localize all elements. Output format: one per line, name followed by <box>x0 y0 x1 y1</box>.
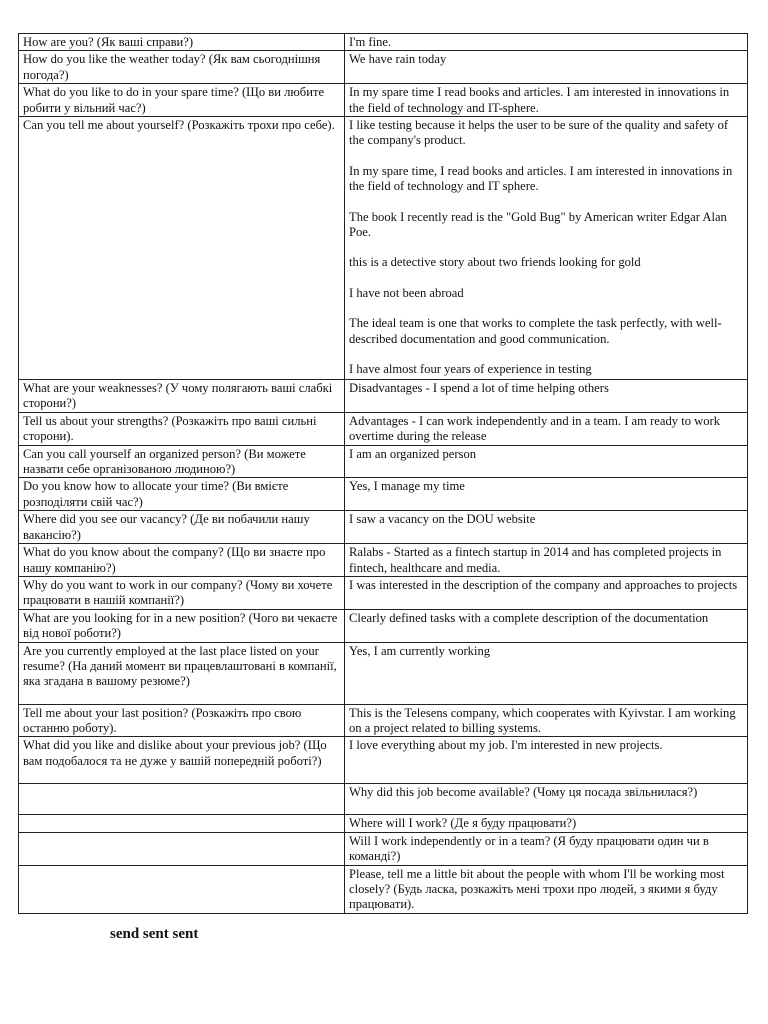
table-row <box>19 117 748 380</box>
answer-paragraph: I saw a vacancy on the DOU website <box>349 512 536 527</box>
answer-paragraph: I love everything about my job. I'm interested in new projects. <box>349 738 663 753</box>
answer-cell <box>345 34 748 51</box>
answer-paragraph: this is a detective story about two friends looking for gold <box>349 255 641 270</box>
question-cell: Can you tell me about yourself? (Розкажіть трохи про себе). <box>19 117 345 380</box>
question-cell: Are you currently employed at the last place listed on your resume? (На даний момент ви працевлаштовані в компанії, яка згадана в вашому резюме?) <box>19 642 345 704</box>
table-row <box>19 544 748 577</box>
question-cell: How are you? (Як ваші справи?) <box>19 34 345 51</box>
answer-paragraph: I have not been abroad <box>349 285 464 300</box>
table-row <box>19 642 748 704</box>
question-cell: Tell me about your last position? (Розкажіть про свою останню роботу). <box>19 704 345 737</box>
table-row <box>19 609 748 642</box>
answer-paragraph: I am an organized person <box>349 446 477 461</box>
answer-cell <box>345 117 748 380</box>
answer-cell <box>345 576 748 609</box>
table-row <box>19 865 748 913</box>
answer-paragraph: Yes, I am currently working <box>349 643 491 658</box>
answer-cell <box>345 832 748 865</box>
answer-paragraph: In my spare time, I read books and articles. I am interested in innovations in the field of technology and IT sphere. <box>349 163 733 194</box>
answer-paragraph: I like testing because it helps the user to be sure of the quality and safety of the company's product. <box>349 118 729 148</box>
table-row <box>19 478 748 511</box>
footer-note: send sent sent <box>110 926 199 942</box>
table-row <box>19 784 748 815</box>
table-row <box>19 412 748 445</box>
question-cell: Can you call yourself an organized person? (Ви можете назвати себе організованою людиною?) <box>19 445 345 478</box>
question-cell: What do you know about the company? (Що ви знаєте про нашу компанію?) <box>19 544 345 577</box>
question-cell: What do you like to do in your spare time? (Що ви любите робити у вільний час?) <box>19 84 345 117</box>
answer-paragraph: We have rain today <box>349 52 447 67</box>
qa-table-body <box>19 34 748 914</box>
answer-paragraph: Advantages - I can work independently and in a team. I am ready to work overtime during the release <box>349 413 721 444</box>
answer-cell <box>345 815 748 832</box>
question-cell: Tell us about your strengths? (Розкажіть про ваші сильні сторони). <box>19 412 345 445</box>
answer-paragraph: Clearly defined tasks with a complete description of the documentation <box>349 610 709 625</box>
answer-paragraph: I have almost four years of experience in testing <box>349 362 592 377</box>
answer-paragraph: Disadvantages - I spend a lot of time helping others <box>349 381 609 396</box>
question-cell <box>19 784 345 815</box>
table-row <box>19 34 748 51</box>
question-cell: What are your weaknesses? (У чому полягають ваші слабкі сторони?) <box>19 380 345 413</box>
question-cell: Where did you see our vacancy? (Де ви побачили нашу вакансію?) <box>19 511 345 544</box>
answer-cell <box>345 478 748 511</box>
answer-cell <box>345 51 748 84</box>
table-row <box>19 737 748 784</box>
table-row <box>19 704 748 737</box>
answer-paragraph: Why did this job become available? (Чому ця посада звільнилася?) <box>349 785 698 800</box>
question-cell: Do you know how to allocate your time? (Ви вмієте розподіляти свій час?) <box>19 478 345 511</box>
table-row <box>19 51 748 84</box>
answer-cell <box>345 704 748 737</box>
answer-cell <box>345 445 748 478</box>
table-row <box>19 511 748 544</box>
table-row <box>19 380 748 413</box>
answer-cell <box>345 642 748 704</box>
answer-cell <box>345 609 748 642</box>
answer-paragraph: The book I recently read is the "Gold Bug" by American writer Edgar Alan Poe. <box>349 209 727 240</box>
table-row <box>19 815 748 832</box>
answer-paragraph: I'm fine. <box>349 35 392 49</box>
answer-cell <box>345 511 748 544</box>
answer-cell <box>345 737 748 784</box>
question-cell: What are you looking for in a new position? (Чого ви чекаєте від нової роботи?) <box>19 609 345 642</box>
answer-paragraph: Where will I work? (Де я буду працювати?) <box>349 816 577 831</box>
answer-paragraph: Yes, I manage my time <box>349 479 465 494</box>
question-cell <box>19 832 345 865</box>
answer-paragraph: Please, tell me a little bit about the people with whom I'll be working most closely? (Будь ласка, розкажіть мені трохи про людей, з якими я буду працювати). <box>349 866 725 912</box>
answer-paragraph: Ralabs - Started as a fintech startup in 2014 and has completed projects in fintech, healthcare and media. <box>349 545 722 575</box>
answer-paragraph: Will I work independently or in a team? (Я буду працювати один чи в команді?) <box>349 833 709 864</box>
question-cell: Why do you want to work in our company? (Чому ви хочете працювати в нашій компанії?) <box>19 576 345 609</box>
question-cell: What did you like and dislike about your previous job? (Що вам подобалося та не дуже у вашій попередній роботі?) <box>19 737 345 784</box>
answer-cell <box>345 865 748 913</box>
answer-paragraph: In my spare time I read books and articles. I am interested in innovations in the field of technology and IT-sphere. <box>349 85 730 115</box>
table-row <box>19 445 748 478</box>
answer-cell <box>345 380 748 413</box>
answer-paragraph: I was interested in the description of the company and approaches to projects <box>349 577 738 592</box>
question-cell <box>19 815 345 832</box>
answer-paragraph: The ideal team is one that works to complete the task perfectly, with well-described documentation and good communication. <box>349 316 722 346</box>
answer-cell <box>345 544 748 577</box>
question-cell: How do you like the weather today? (Як вам сьогоднішня погода?) <box>19 51 345 84</box>
table-row <box>19 832 748 865</box>
table-row <box>19 576 748 609</box>
answer-cell <box>345 784 748 815</box>
answer-cell <box>345 412 748 445</box>
answer-paragraph: This is the Telesens company, which cooperates with Kyivstar. I am working on a project related to billing systems. <box>349 705 736 735</box>
question-cell <box>19 865 345 913</box>
table-row <box>19 84 748 117</box>
answer-cell <box>345 84 748 117</box>
interview-qa-table <box>18 33 748 914</box>
